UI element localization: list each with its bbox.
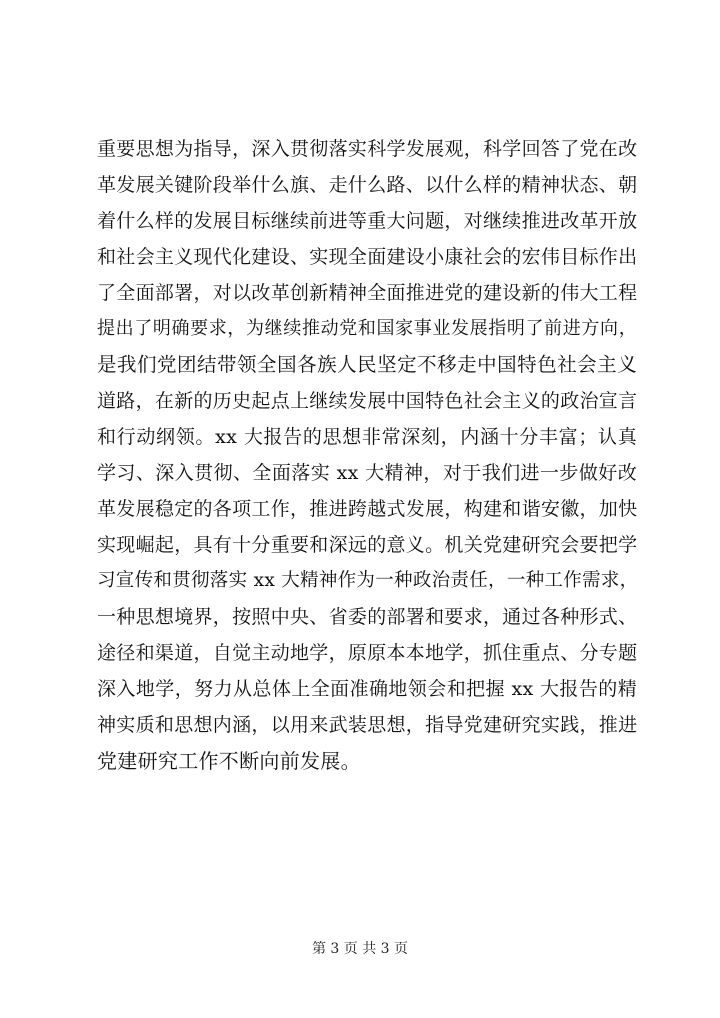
text-line-13: 习宣传和贯彻落实 xx 大精神作为一种政治责任，一种工作需求， [97,570,639,591]
text-line-3: 着什么样的发展目标继续前进等重大问题，对继续推进改革开放 [97,210,638,232]
body-paragraph [97,131,637,779]
text-line-8: 道路，在新的历史起点上继续发展中国特色社会主义的政治宣言 [97,390,638,412]
text-line-6: 提出了明确要求，为继续推动党和国家事业发展指明了前进方向， [97,318,637,339]
text-line-16: 深入地学，努力从总体上全面准确地领会和把握 xx 大报告的精 [97,678,637,700]
text-line-17: 神实质和思想内涵，以用来武装思想，指导党建研究实践，推进 [97,714,638,736]
text-line-12: 实现崛起，具有十分重要和深远的意义。机关党建研究会要把学 [97,534,638,556]
page-number: 第 3 页 共 3 页 [311,941,409,957]
page-footer [0,938,720,958]
text-line-4: 和社会主义现代化建设、实现全面建设小康社会的宏伟目标作出 [97,246,638,268]
text-line-11: 革发展稳定的各项工作，推进跨越式发展，构建和谐安徽，加快 [97,498,638,520]
text-line-18: 党建研究工作不断向前发展。 [97,749,361,773]
text-line-14: 一种思想境界，按照中央、省委的部署和要求，通过各种形式、 [97,606,638,628]
text-line-2: 革发展关键阶段举什么旗、走什么路、以什么样的精神状态、朝 [97,174,638,196]
text-line-9: 和行动纲领。xx 大报告的思想非常深刻，内涵十分丰富；认真 [97,426,637,448]
text-line-7: 是我们党团结带领全国各族人民坚定不移走中国特色社会主义 [97,353,637,376]
text-line-1: 重要思想为指导，深入贯彻落实科学发展观，科学回答了党在改 [97,138,638,160]
text-line-15: 途径和渠道，自觉主动地学，原原本本地学，抓住重点、分专题 [97,642,638,664]
text-line-5: 了全面部署，对以改革创新精神全面推进党的建设新的伟大工程 [97,282,638,304]
text-line-10: 学习、深入贯彻、全面落实 xx 大精神，对于我们进一步做好改 [97,462,637,484]
